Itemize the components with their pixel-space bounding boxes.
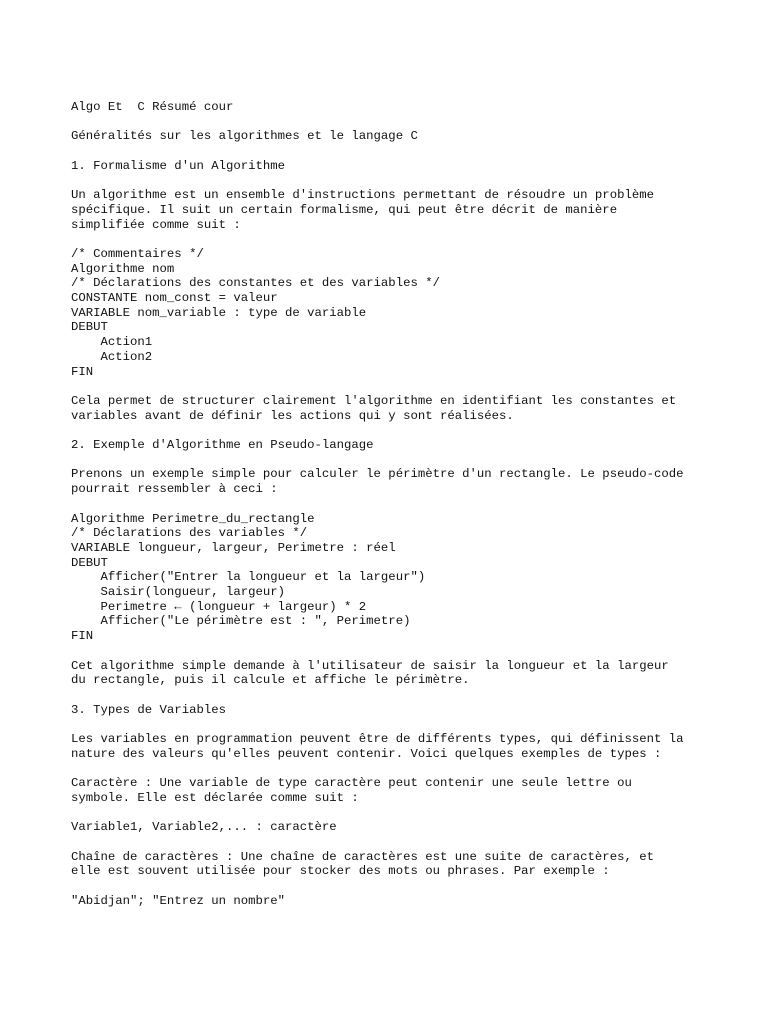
document-title: Algo Et C Résumé cour bbox=[71, 100, 234, 114]
paragraph-example-explanation: Cet algorithme simple demande à l'utilisateur de saisir la longueur et la largeur du rectangle, puis il calcule et affiche le périmètre. bbox=[71, 658, 669, 688]
paragraph-types-intro: Les variables en programmation peuvent être de différents types, qui définissent la nature des valeurs qu'elles peuvent contenir. Voici quelques exemples de types : bbox=[71, 732, 684, 761]
paragraph-example-intro: Prenons un exemple simple pour calculer le périmètre d'un rectangle. Le pseudo-code pourrait ressembler à ceci : bbox=[71, 467, 684, 497]
code-line-chaine-example: "Abidjan"; "Entrez un nombre" bbox=[71, 893, 286, 908]
paragraph-type-chaine: Chaîne de caractères : Une chaîne de caractères est une suite de caractères, et elle est souvent utilisée pour stocker des mots ou phrases. Par exemple : bbox=[71, 849, 654, 879]
section-heading-formalisme: 1. Formalisme d'un Algorithme bbox=[71, 158, 286, 173]
code-block-perimetre: Algorithme Perimetre_du_rectangle /* Déclarations des variables */ VARIABLE longueur, largeur, Perimetre : réel DEBUT Afficher("Entrer la longueur et la largeur") Saisir(longueur, largeur) Perimetre ← (longueur + largeur) * 2 Afficher("Le périmètre est : ", Perimetre) FIN bbox=[71, 511, 426, 644]
section-heading-types: 3. Types de Variables bbox=[71, 702, 226, 717]
section-heading-generalites: Généralités sur les algorithmes et le langage C bbox=[71, 129, 418, 144]
code-block-algorithm-structure: /* Commentaires */ Algorithme nom /* Déclarations des constantes et des variables */ CONSTANTE nom_const = valeur VARIABLE nom_variable : type de variable DEBUT Action1 Action2 FIN bbox=[71, 246, 440, 379]
section-heading-exemple: 2. Exemple d'Algorithme en Pseudo-langage bbox=[71, 438, 374, 453]
document-page bbox=[71, 100, 721, 908]
paragraph-type-caractere: Caractère : Une variable de type caractère peut contenir une seule lettre ou symbole. Elle est déclarée comme suit : bbox=[71, 776, 632, 805]
code-line-caractere-declaration: Variable1, Variable2,... : caractère bbox=[71, 820, 337, 835]
paragraph-structure-explanation: Cela permet de structurer clairement l'algorithme en identifiant les constantes et variables avant de définir les actions qui y sont réalisées. bbox=[71, 393, 677, 423]
paragraph-algorithm-definition: Un algorithme est un ensemble d'instructions permettant de résoudre un problème spécifique. Il suit un certain formalisme, qui peut être décrit de manière simplifiée comme suit : bbox=[71, 188, 654, 232]
